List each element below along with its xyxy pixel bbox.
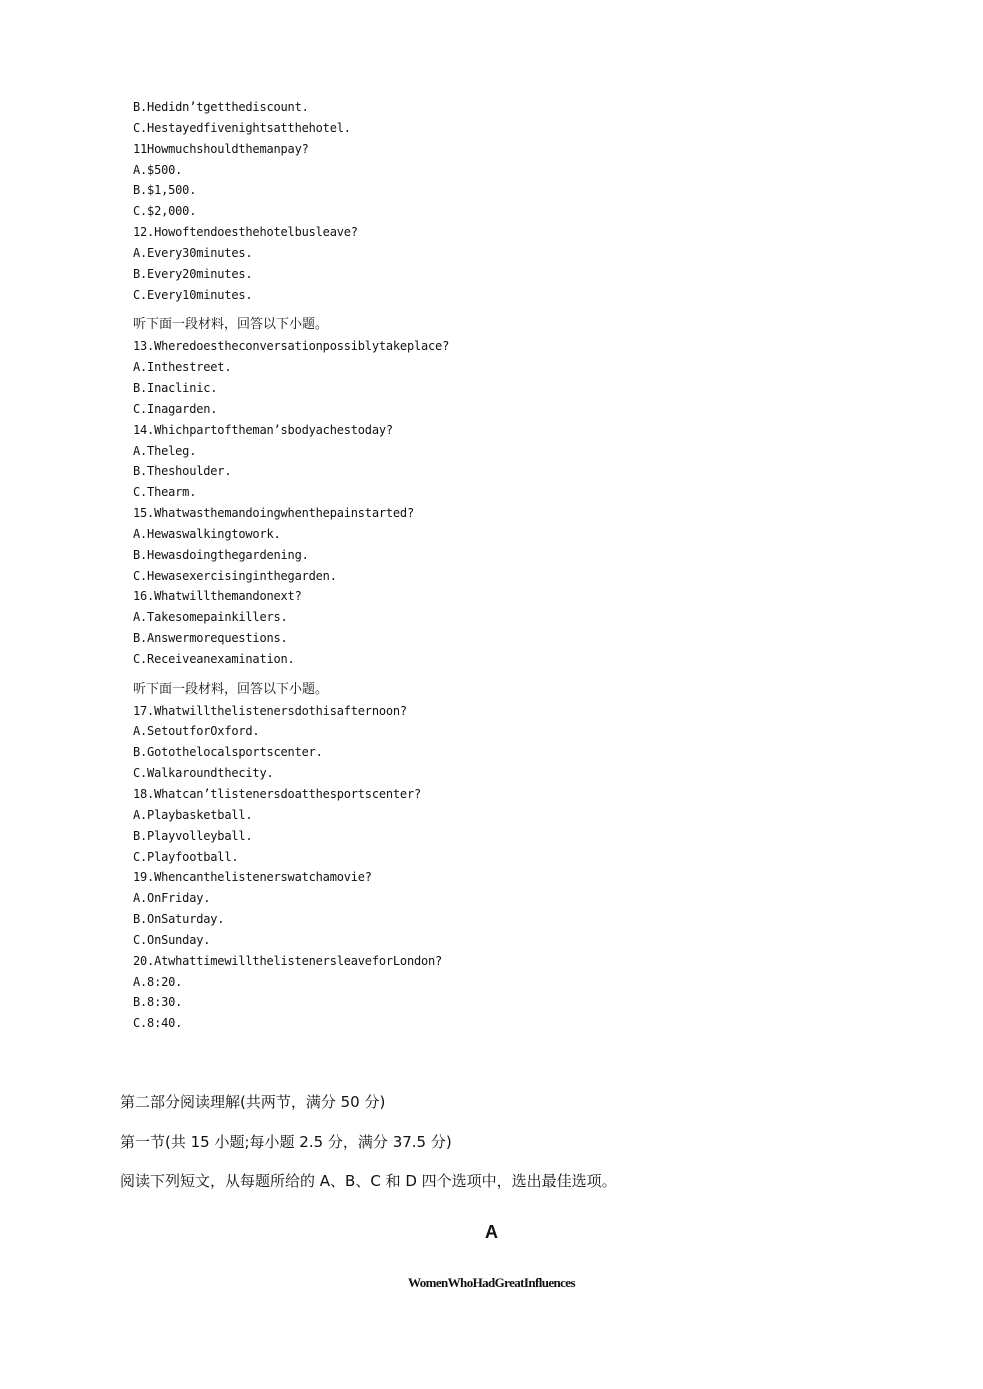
question-line: C.Receiveanexamination. xyxy=(133,651,295,666)
question-line: 13.Wheredoestheconversationpossiblytakeplace? xyxy=(133,339,450,354)
listening-instruction: 听下面一段材料，回答以下小题。 xyxy=(133,317,329,333)
question-line: B.Gotothelocalsportscenter. xyxy=(133,745,323,760)
question-line: 15.Whatwasthemandoingwhenthepainstarted? xyxy=(133,506,414,521)
question-line: B.$1,500. xyxy=(133,183,197,198)
question-line: B.Theshoulder. xyxy=(133,464,232,479)
question-line: A.Inthestreet. xyxy=(133,360,232,375)
question-line: A.$500. xyxy=(133,162,183,177)
question-line: 19.Whencanthelistenerswatchamovie? xyxy=(133,870,372,885)
question-line: B.Hedidn’tgetthediscount. xyxy=(133,100,309,114)
passage-letter: A xyxy=(485,1222,498,1242)
question-line: 14.Whichpartoftheman’sbodyachestoday? xyxy=(133,422,393,437)
question-line: A.8:20. xyxy=(133,974,183,989)
question-line: B.Playvolleyball. xyxy=(133,828,253,843)
question-line: B.Answermorequestions. xyxy=(133,631,288,646)
question-line: A.Hewaswalkingtowork. xyxy=(133,526,281,541)
listening-instruction: 听下面一段材料，回答以下小题。 xyxy=(133,681,329,697)
section-one-heading: 第一节(共 15 小题;每小题 2.5 分，满分 37.5 分) xyxy=(120,1133,452,1151)
question-line: 16.Whatwillthemandonext? xyxy=(133,589,302,604)
question-line: A.OnFriday. xyxy=(133,891,211,906)
question-line: A.Playbasketball. xyxy=(133,807,253,822)
passage-title: WomenWhoHadGreatInfluences xyxy=(408,1275,575,1290)
question-line: B.Every20minutes. xyxy=(133,266,253,281)
question-line: 17.Whatwillthelistenersdothisafternoon? xyxy=(133,703,407,718)
question-line: 18.Whatcan’tlistenersdoatthesportscenter? xyxy=(133,787,422,801)
question-line: C.Playfootball. xyxy=(133,849,239,864)
question-line: B.Inaclinic. xyxy=(133,380,218,395)
question-line: C.Every10minutes. xyxy=(133,287,253,302)
question-line: C.Inagarden. xyxy=(133,401,218,416)
question-line: C.Hewasexercisinginthegarden. xyxy=(133,568,337,583)
question-line: B.OnSaturday. xyxy=(133,912,225,927)
question-line: B.8:30. xyxy=(133,995,183,1010)
question-line: C.$2,000. xyxy=(133,204,197,219)
question-line: A.Theleg. xyxy=(133,443,197,458)
question-line: A.Every30minutes. xyxy=(133,245,253,260)
question-line: C.8:40. xyxy=(133,1016,183,1031)
question-line: 11Howmuchshouldthemanpay? xyxy=(133,141,309,156)
question-line: A.Takesomepainkillers. xyxy=(133,610,288,625)
question-line: C.Thearm. xyxy=(133,485,197,500)
question-line: B.Hewasdoingthegardening. xyxy=(133,547,309,562)
reading-instruction: 阅读下列短文，从每题所给的 A、B、C 和 D 四个选项中，选出最佳选项。 xyxy=(120,1172,617,1190)
question-line: C.Hestayedfivenightsatthehotel. xyxy=(133,120,351,135)
listening-questions xyxy=(133,97,913,1034)
question-line: 20.AtwhattimewillthelistenersleaveforLondon? xyxy=(133,953,443,968)
question-line: 12.Howoftendoesthehotelbusleave? xyxy=(133,225,358,240)
question-line: A.SetoutforOxford. xyxy=(133,724,260,739)
question-line: C.OnSunday. xyxy=(133,932,211,947)
part-two-heading: 第二部分阅读理解(共两节，满分 50 分) xyxy=(120,1093,386,1111)
question-line: C.Walkaroundthecity. xyxy=(133,766,274,781)
